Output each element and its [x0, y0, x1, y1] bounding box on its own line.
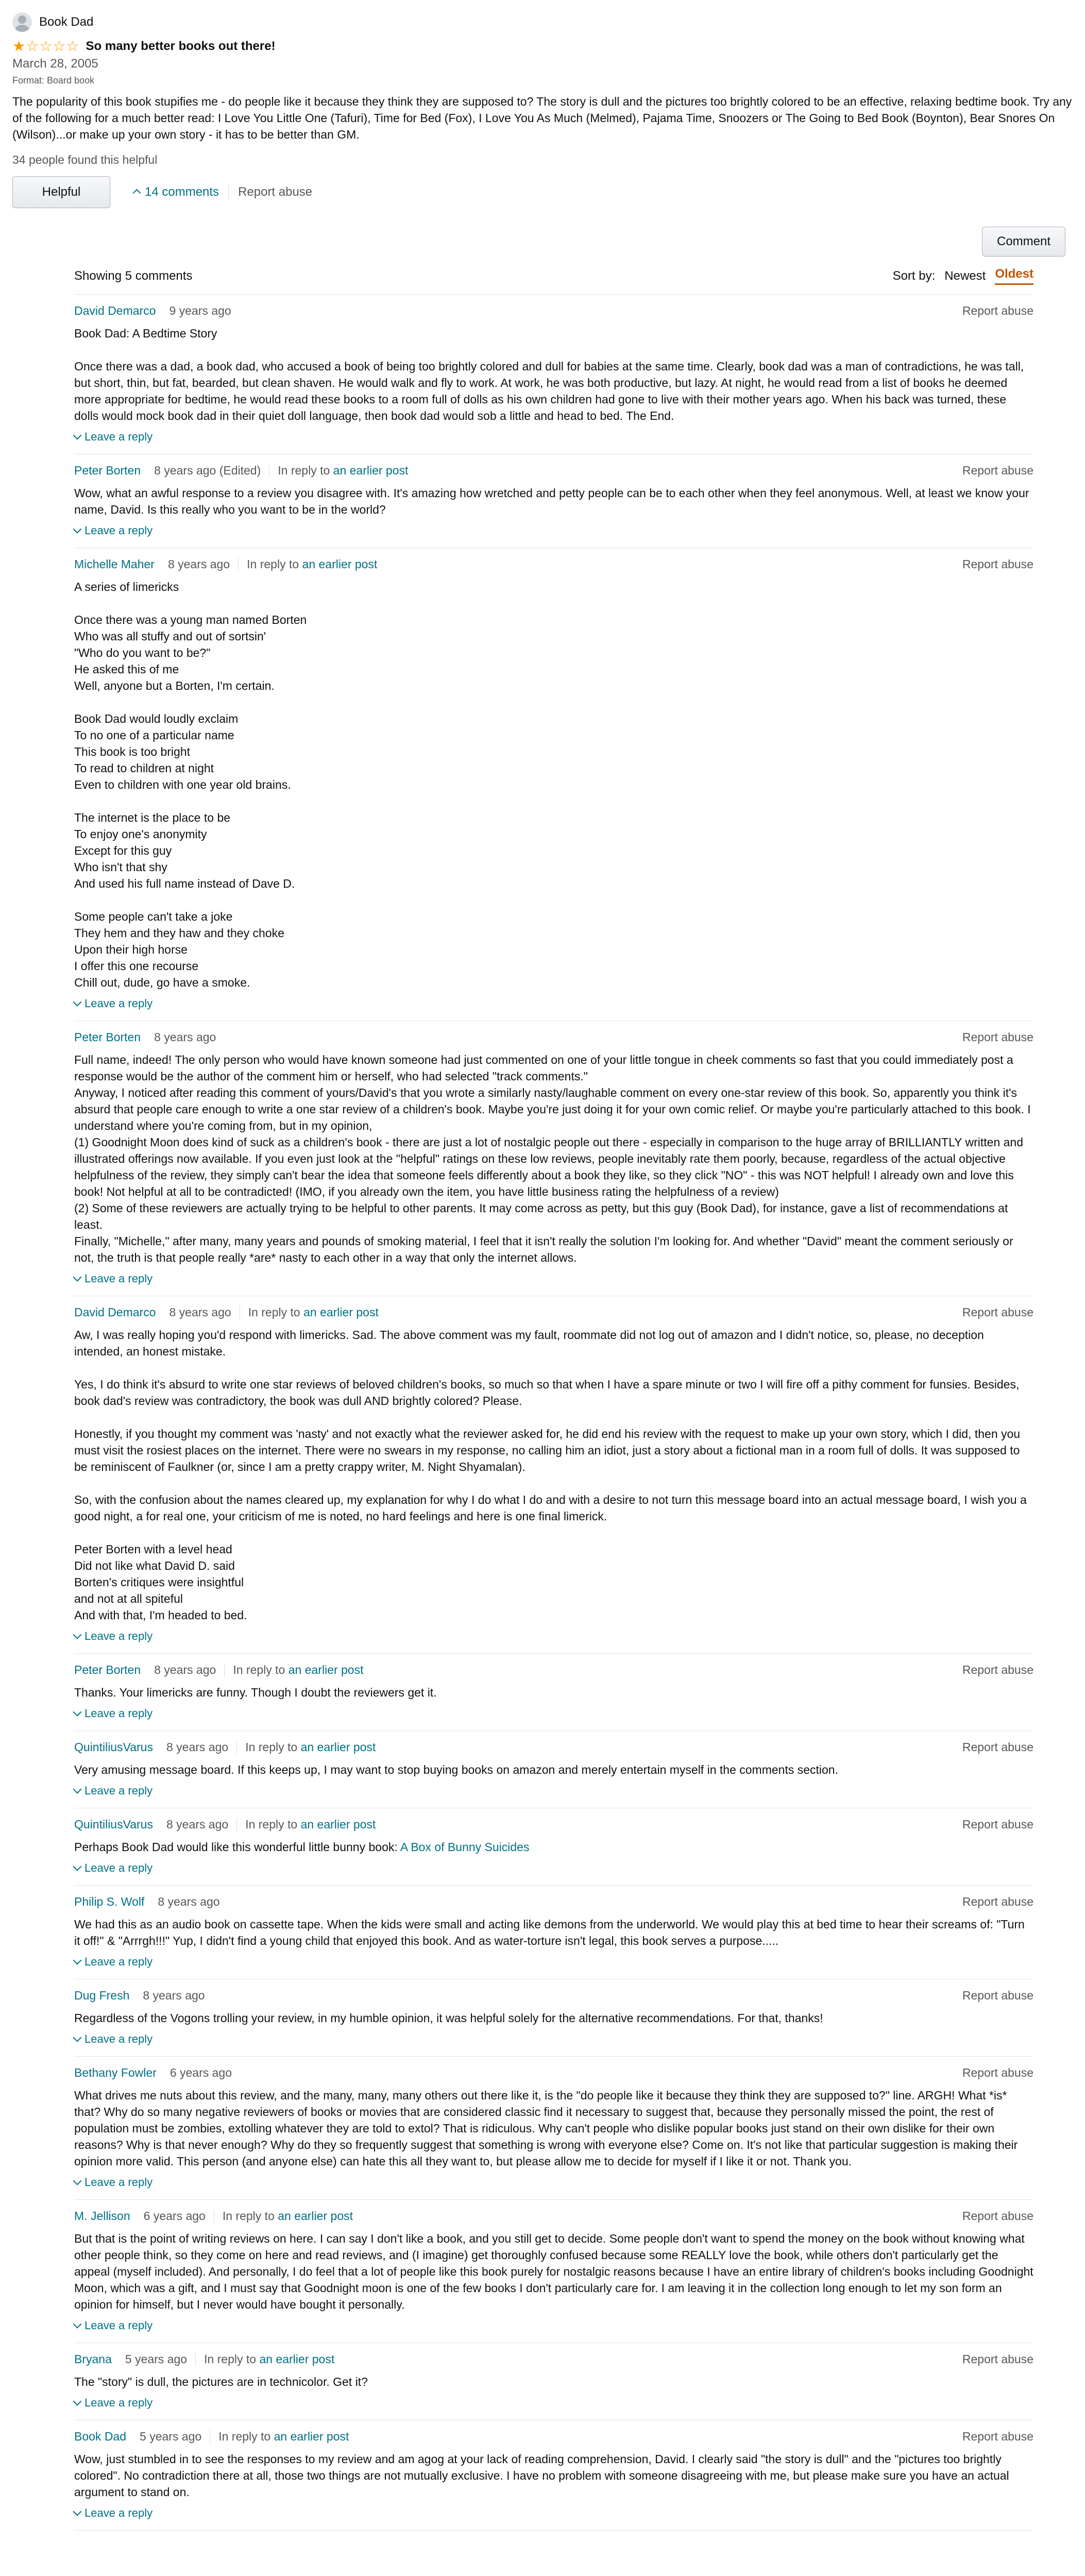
report-abuse-link[interactable]: Report abuse — [962, 1663, 1033, 1676]
report-abuse-link[interactable]: Report abuse — [238, 185, 313, 199]
comment-author[interactable]: Book Dad — [74, 2430, 127, 2443]
in-reply-to — [204, 2352, 334, 2366]
comment-text: Perhaps Book Dad would like this wonderful little bunny book: — [74, 1840, 400, 1854]
chevron-down-icon — [73, 998, 82, 1007]
leave-reply-label: Leave a reply — [84, 1955, 153, 1968]
comment — [74, 1021, 1033, 1296]
comment-body — [74, 1761, 1033, 1778]
comment-body — [74, 1839, 1033, 1855]
sort-control — [893, 267, 1033, 285]
leave-reply-link[interactable] — [74, 1272, 1033, 1285]
comment-author[interactable]: David Demarco — [74, 304, 156, 317]
in-reply-label: In reply to — [218, 2430, 271, 2443]
comment-meta — [74, 2209, 1033, 2223]
comment-body — [74, 2087, 1033, 2170]
chevron-down-icon — [73, 2320, 82, 2329]
chevron-up-icon — [133, 189, 141, 197]
leave-reply-link[interactable] — [74, 430, 1033, 444]
comment-meta — [74, 1818, 1033, 1832]
leave-reply-label: Leave a reply — [84, 2506, 153, 2519]
chevron-down-icon — [73, 431, 82, 440]
chevron-down-icon — [73, 1631, 82, 1639]
review-title[interactable]: So many better books out there! — [86, 39, 276, 53]
comment-meta — [74, 2352, 1033, 2366]
in-reply-label: In reply to — [248, 1306, 300, 1319]
sort-oldest[interactable]: Oldest — [995, 267, 1033, 285]
divider — [195, 2353, 196, 2366]
in-reply-label: In reply to — [222, 2209, 275, 2223]
comment-age: 8 years ago (Edited) — [154, 464, 261, 477]
earlier-post-link[interactable]: an earlier post — [259, 2352, 335, 2366]
chevron-down-icon — [73, 2033, 82, 2042]
leave-reply-link[interactable] — [74, 1630, 1033, 1643]
divider — [238, 558, 239, 571]
comment-list — [74, 295, 1033, 2531]
comment — [74, 2420, 1033, 2531]
leave-reply-label: Leave a reply — [84, 2032, 153, 2045]
comment-meta — [74, 2066, 1033, 2080]
leave-reply-label: Leave a reply — [84, 2396, 153, 2409]
comment — [74, 2200, 1033, 2343]
review-body: The popularity of this book stupifies me - do people like it because they think they are supposed to? The story is dull and the pictures too brightly colored to be an effective, relaxing bedtime book. Try any of the following for a much better read: I Love You Little One (Tafuri), Time for Bed (Fox), I Love You As Much (Melmed), Pajama Time, Snoozers or The Going to Bed Book (Boynton), Bear Snores On (Wilson)...or make up your own story - it has to be better than GM. — [12, 95, 1072, 141]
comment — [74, 1654, 1033, 1731]
in-reply-to — [247, 557, 377, 571]
comment — [74, 1296, 1033, 1654]
earlier-post-link[interactable]: an earlier post — [333, 464, 409, 477]
divider — [228, 184, 229, 200]
report-abuse-link[interactable]: Report abuse — [962, 464, 1033, 477]
comment-thread — [74, 267, 1033, 2531]
earlier-post-link[interactable]: an earlier post — [303, 1306, 379, 1319]
comment — [74, 2343, 1033, 2420]
comment-text: Thanks. Your limericks are funny. Though I doubt the reviewers get it. — [74, 1686, 437, 1699]
leave-reply-link[interactable] — [74, 2032, 1033, 2046]
comment-meta — [74, 2430, 1033, 2444]
divider — [236, 1818, 237, 1832]
comment-age: 8 years ago — [154, 1030, 216, 1044]
comment — [74, 1886, 1033, 1979]
chevron-down-icon — [73, 2397, 82, 2406]
review-format: Format: Board book — [12, 75, 95, 86]
chevron-down-icon — [73, 1862, 82, 1871]
comment-meta — [74, 1663, 1033, 1677]
comment-meta — [74, 464, 1033, 478]
report-abuse-link[interactable]: Report abuse — [962, 557, 1033, 571]
leave-reply-link[interactable] — [74, 2176, 1033, 2189]
earlier-post-link[interactable]: an earlier post — [300, 1740, 376, 1754]
in-reply-label: In reply to — [245, 1740, 298, 1754]
comment-age: 8 years ago — [158, 1895, 220, 1908]
comment-text: We had this as an audio book on cassette tape. When the kids were small and acting like demons from the underworld. We would play this at bed time to hear their screams of: "Turn it off!" & "Arrrgh!!!" Yup, I didn't find a young child that enjoyed this book. And as water-torture isn't legal, this book serves a purpose..... — [74, 1918, 1025, 1947]
comment-author[interactable]: QuintiliusVarus — [74, 1740, 153, 1754]
comment-body — [74, 1684, 1033, 1701]
comment-text: Full name, indeed! The only person who would have known someone had just commented on one of your little tongue in cheek comments so fast that you could immediately post a response would be the author of the comment him or herself, who had selected "track comments." Anyway, I noticed after reading this comment of yours/David's that you wrote a similarly nasty/laughable comment on every one-star review of this book. So, apparently you think it's absurd that people care enough to write a one star review of a children's book. Maybe you're just doing it for your own comic relief. Or maybe you're particularly attached to this book. I understand where you're coming from, but in my opinion, (1) Goodnight Moon does kind of suck as a children's book - there are just a lot of nostalgic people out there - especially in comparison to the huge array of BRILLIANTLY written and illustrated offerings now available. If you even just look at the "helpful" ratings on these low reviews, people inevitably rate them poorly, because, regardless of the actual objective helpfulness of the review, they simply can't bear the idea that someone feels differently about a book they like, so they click "NO" - this was NOT helpful! I already own and love this book! Not helpful at all to be contradicted! (IMO, if you already own the item, you have little business rating the helpfulness of a review) (2) Some of these reviewers are actually trying to be helpful to other parents. It may come across as petty, but this guy (Book Dad), for instance, gave a list of recommendations at least. Finally, "Michelle," after many, many years and pounds of smoking material, I feel that it isn't really the solution I'm looking for. And whether "David" meant the comment seriously or not, the truth is that people really *are* nasty to each other in a way that only the internet allows. — [74, 1053, 1031, 1264]
review-title-row — [12, 39, 1073, 54]
comment-text: The "story" is dull, the pictures are in technicolor. Get it? — [74, 2375, 368, 2388]
in-reply-to — [233, 1663, 363, 1677]
chevron-down-icon — [73, 1273, 82, 1282]
leave-reply-link[interactable] — [74, 2396, 1033, 2410]
comment-body — [74, 579, 1033, 991]
report-abuse-link[interactable]: Report abuse — [962, 1895, 1033, 1908]
comment-author[interactable]: Peter Borten — [74, 1030, 141, 1044]
comments-link-label: 14 comments — [145, 185, 219, 199]
leave-reply-label: Leave a reply — [84, 997, 153, 1010]
report-abuse-link[interactable]: Report abuse — [962, 2430, 1033, 2443]
comment-age: 6 years ago — [169, 2066, 232, 2079]
comment-body — [74, 1327, 1033, 1623]
review-actions — [12, 176, 1073, 208]
comment-age: 8 years ago — [166, 1818, 229, 1831]
comment-author[interactable]: Bryana — [74, 2352, 112, 2366]
showing-count: Showing 5 comments — [74, 268, 193, 283]
comment-body — [74, 2451, 1033, 2500]
earlier-post-link[interactable]: an earlier post — [300, 1818, 376, 1831]
leave-reply-link[interactable] — [74, 2506, 1033, 2520]
chevron-down-icon — [73, 1956, 82, 1965]
chevron-down-icon — [73, 1708, 82, 1717]
report-abuse-link[interactable]: Report abuse — [962, 1740, 1033, 1754]
comment-age: 8 years ago — [154, 1663, 216, 1676]
leave-reply-label: Leave a reply — [84, 1630, 153, 1642]
in-reply-to — [245, 1818, 376, 1832]
sort-label: Sort by: — [892, 268, 936, 283]
leave-reply-label: Leave a reply — [84, 1784, 153, 1797]
comment-age: 5 years ago — [140, 2430, 202, 2443]
report-abuse-link[interactable]: Report abuse — [962, 304, 1033, 317]
comment — [74, 548, 1033, 1021]
earlier-post-link[interactable]: an earlier post — [274, 2430, 349, 2443]
leave-reply-label: Leave a reply — [84, 2319, 153, 2332]
comment-body — [74, 2010, 1033, 2026]
report-abuse-link[interactable]: Report abuse — [962, 2209, 1033, 2223]
leave-reply-link[interactable] — [74, 2319, 1033, 2332]
chevron-down-icon — [73, 525, 82, 534]
thread-header — [74, 267, 1033, 295]
comment-author[interactable]: QuintiliusVarus — [74, 1818, 153, 1831]
comment-text: Aw, I was really hoping you'd respond with limericks. Sad. The above comment was my fault, roommate did not log out of amazon and I didn't notice, so, please, no deception intended, an honest mistake. Yes, I do think it's absurd to write one star reviews of beloved children's books, so much so that when I have a spare minute or two I will fire off a pithy comment for funsies. Besides, book dad's review was contradictory, the book was dull AND brightly colored? Please. Honestly, if you thought my comment was 'nasty' and not exactly what the reviewer asked for, he did end his review with the request to make up your own story, which I did, then you must visit the rosiest places on the internet. There were no swears in my response, no calling him an idiot, just a story about a fictional man in a room full of dolls. It was supposed to be reminiscent of Faulkner (or, since I am a pretty crappy writer, M. Night Shyamalan). So, with the confusion about the names cleared up, my explanation for why I do what I do and with a desire to not turn this message board into an actual message board, I wish you a good night, a for real one, your criticism of me is noted, no hard feelings and here is one final limerick. Peter Borten with a level head Did not like what David D. said Borten's critiques were insightful and not at all spiteful And with that, I'm headed to bed. — [74, 1328, 1027, 1622]
leave-reply-label: Leave a reply — [84, 524, 153, 537]
report-abuse-link[interactable]: Report abuse — [962, 1030, 1033, 1044]
in-reply-to — [248, 1306, 379, 1319]
comment-body — [74, 2374, 1033, 2390]
review-header — [12, 12, 1073, 32]
leave-reply-link[interactable] — [74, 1955, 1033, 1969]
helpful-button[interactable]: Helpful — [12, 176, 110, 208]
leave-reply-link[interactable] — [74, 1707, 1033, 1720]
comment-text: Very amusing message board. If this keeps up, I may want to stop buying books on amazon and merely entertain myself in the comments section. — [74, 1763, 838, 1776]
leave-reply-label: Leave a reply — [84, 1861, 153, 1874]
comment-text: A series of limericks Once there was a young man named Borten Who was all stuffy and out of sortsin' "Who do you want to be?" He asked this of me Well, anyone but a Borten, I'm certain. Book Dad would loudly exclaim To no one of a particular name This book is too bright To read to children at night Even to children with one year old brains. The internet is the place to be To enjoy one's anonymity Except for this guy Who isn't that shy And used his full name instead of Dave D. Some people can't take a joke They hem and they haw and they choke Upon their high horse I offer this one recourse Chill out, dude, go have a smoke. — [74, 580, 307, 989]
in-reply-label: In reply to — [247, 557, 299, 571]
comment-button-row — [12, 227, 1073, 257]
comment-age: 5 years ago — [125, 2352, 188, 2366]
comment-button[interactable]: Comment — [982, 227, 1065, 257]
comment — [74, 1731, 1033, 1808]
comment-author[interactable]: Dug Fresh — [74, 1989, 130, 2002]
comment — [74, 2057, 1033, 2200]
comment-meta — [74, 1989, 1033, 2003]
star-rating[interactable]: ★☆☆☆☆ — [12, 38, 80, 54]
in-reply-to — [245, 1740, 376, 1754]
chevron-down-icon — [73, 1785, 82, 1794]
comment-author[interactable]: Michelle Maher — [74, 557, 155, 571]
in-reply-label: In reply to — [245, 1818, 298, 1831]
comments-toggle[interactable] — [134, 185, 219, 199]
comment-body — [74, 485, 1033, 518]
leave-reply-label: Leave a reply — [84, 430, 153, 443]
comment-age: 8 years ago — [143, 1989, 205, 2002]
review-author[interactable]: Book Dad — [39, 15, 94, 29]
comment-author[interactable]: David Demarco — [74, 1306, 156, 1319]
review-date: March 28, 2005 — [12, 57, 98, 71]
comment-text: But that is the point of writing reviews on here. I can say I don't like a book, and you still get to decide. Some people don't want to spend the money on the book without knowing what other people think, so they come on here and read reviews, and (I imagine) get thoroughly confused because some REALLY love the book, while others don't particularly get the appeal (myself included). And personally, I do feel that a lot of people like this book purely for nostalgic reasons because I have an entire library of children's books including Goodnight Moon, which was a gift, and I must say that Goodnight moon is one of the few books I don't particularly care for. I am leaving it in the collection long enough to let my son form an opinion for himself, but I never would have bought it personally. — [74, 2232, 1033, 2311]
comment-author[interactable]: Philip S. Wolf — [74, 1895, 145, 1908]
comment-text: What drives me nuts about this review, and the many, many, many others out there like it, is the "do people like it because they think they are supposed to?" line. ARGH! What *is* that? Why do so many negative reviewers of books or movies that are considered classic find it necessary to suggest that, because they personally missed the point, the rest of population must be zombies, extolling whatever they are told to extol? That is ridiculous. Why can't people who dislike popular books just stand on their own dislike for their own reasons? Why is that never enough? Why do they so frequently suggest that something is wrong with everyone else? Come on. It's not like that particular suggestion is making their opinion more valid. This person (and anyone else) can hate this all they want to, but please allow me to decide for myself if I like it or not. Thank you. — [74, 2089, 1018, 2168]
comment-age: 8 years ago — [169, 1306, 231, 1319]
comment-text: Wow, what an awful response to a review you disagree with. It's amazing how wretched and petty people can be to each other when they feel anonymous. Well, at least we know your name, David. Is this really who you want to be in the world? — [74, 486, 1029, 516]
comment — [74, 1979, 1033, 2057]
comment-meta — [74, 557, 1033, 571]
earlier-post-link[interactable]: an earlier post — [302, 557, 378, 571]
report-abuse-link[interactable]: Report abuse — [962, 1818, 1033, 1831]
comment-meta — [74, 1740, 1033, 1754]
comment-body — [74, 325, 1033, 424]
in-reply-to — [223, 2209, 353, 2223]
comment-age: 8 years ago — [166, 1740, 229, 1754]
in-reply-label: In reply to — [233, 1663, 285, 1676]
report-abuse-link[interactable]: Report abuse — [962, 1989, 1033, 2002]
earlier-post-link[interactable]: an earlier post — [278, 2209, 353, 2223]
comment-author[interactable]: Peter Borten — [74, 464, 141, 477]
comment — [74, 1808, 1033, 1886]
report-abuse-link[interactable]: Report abuse — [962, 1306, 1033, 1319]
comment-author[interactable]: Bethany Fowler — [74, 2066, 157, 2079]
chevron-down-icon — [73, 2507, 82, 2516]
in-reply-label: In reply to — [204, 2352, 257, 2366]
comment-body — [74, 1052, 1033, 1266]
earlier-post-link[interactable]: an earlier post — [288, 1663, 364, 1676]
leave-reply-label: Leave a reply — [84, 1707, 153, 1720]
report-abuse-link[interactable]: Report abuse — [962, 2066, 1033, 2079]
report-abuse-link[interactable]: Report abuse — [962, 2352, 1033, 2366]
in-reply-to — [278, 464, 408, 478]
comment-body — [74, 2230, 1033, 2313]
leave-reply-label: Leave a reply — [84, 1272, 153, 1285]
comment-text: Wow, just stumbled in to see the responses to my review and am agog at your lack of reading comprehension, David. I clearly said "the story is dull" and the "pictures too brightly colored". No contradiction there at all, those two things are not mutually exclusive. I have no problem with someone disagreeing with me, but please make sure you have an actual argument to stand on. — [74, 2452, 1009, 2499]
helpful-count: 34 people found this helpful — [12, 153, 158, 166]
comment-author[interactable]: Peter Borten — [74, 1663, 141, 1676]
avatar[interactable] — [12, 12, 32, 32]
comment — [74, 454, 1033, 548]
comment-link[interactable]: A Box of Bunny Suicides — [400, 1840, 530, 1854]
comment-body — [74, 1916, 1033, 1949]
comment — [74, 295, 1033, 454]
divider — [224, 1664, 225, 1677]
in-reply-label: In reply to — [278, 464, 330, 477]
divider — [236, 1741, 237, 1754]
comment-meta — [74, 1306, 1033, 1319]
leave-reply-link[interactable] — [74, 1861, 1033, 1875]
comment-age: 9 years ago — [169, 304, 231, 317]
comment-meta — [74, 1030, 1033, 1044]
comment-age: 6 years ago — [143, 2209, 206, 2223]
leave-reply-link[interactable] — [74, 524, 1033, 537]
leave-reply-link[interactable] — [74, 997, 1033, 1010]
comment-author[interactable]: M. Jellison — [74, 2209, 130, 2223]
sort-newest[interactable]: Newest — [944, 268, 986, 283]
comment-text: Regardless of the Vogons trolling your review, in my humble opinion, it was helpful solely for the alternative recommendations. For that, thanks! — [74, 2011, 823, 2025]
comment-text: Book Dad: A Bedtime Story Once there was a dad, a book dad, who accused a book of being too brightly colored and dull for babies at the same time. Clearly, book dad was a man of contradictions, he was tall, but short, thin, but fat, bearded, but clean shaven. He would walk and fly to work. At work, he was both productive, but lazy. At night, he would read from a list of books he deemed more appropriate for bedtime, he would read these books to a room full of dolls as his own children had gone to live with their mother years ago. When his back was turned, these dolls would mock book dad in their quiet doll language, then book dad would sob a little and head to bed. The End. — [74, 327, 1024, 422]
comment-age: 8 years ago — [167, 557, 230, 571]
leave-reply-label: Leave a reply — [84, 2176, 153, 2189]
comment-meta — [74, 1895, 1033, 1909]
in-reply-to — [218, 2430, 349, 2444]
chevron-down-icon — [73, 2177, 82, 2185]
comment-meta — [74, 304, 1033, 318]
leave-reply-link[interactable] — [74, 1784, 1033, 1798]
